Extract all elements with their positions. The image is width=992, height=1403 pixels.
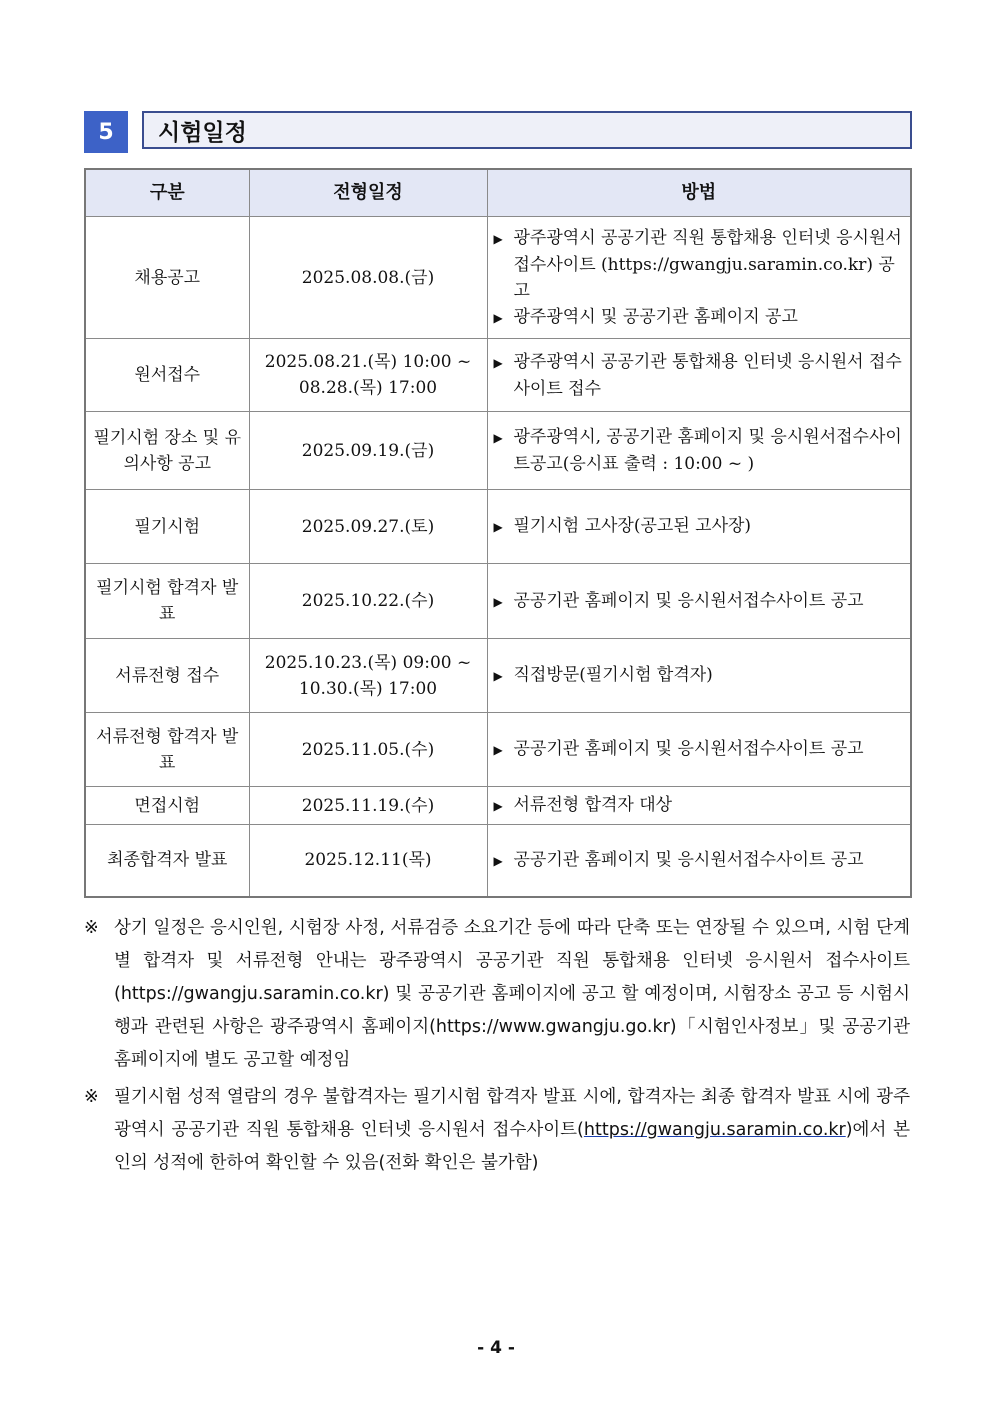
table-row: [85, 217, 911, 339]
triangle-bullet-icon: ▶: [493, 853, 503, 868]
header-method: 방법: [487, 169, 911, 217]
note-text: 상기 일정은 응시인원, 시험장 사정, 서류검증 소요기간 등에 따라 단축 또는 연장될 수 있으며, 시험 단계별 합격자 및 서류전형 안내는 광주광역시 공공기관 직원 통합채용 인터넷 응시원서 접수사이트(https://gwangju.saramin.co.kr) 및 공공기관 홈페이지에 공고 할 예정이며, 시험장소 공고 등 시험시행과 관련된 사항은 광주광역시 홈페이지(https://www.gwangju.go.kr)「시험인사정보」및 공공기관홈페이지에 별도 공고할 예정임: [114, 918, 910, 1070]
note-schedule-change: [84, 912, 910, 1077]
date-cell: 2025.08.21.(목) 10:00 ~ 08.28.(목) 17:00: [249, 339, 487, 412]
note-text: 필기시험 성적 열람의 경우 불합격자는 필기시험 합격자 발표 시에, 합격자는 최종 합격자 발표 시에 광주광역시 공공기관 직원 통합채용 인터넷 응시원서 접수사이트(: [114, 1087, 910, 1140]
method-cell: [487, 713, 911, 787]
method-cell: [487, 217, 911, 339]
note-text: )에서 본인의 성적에 한하여 확인할 수 있음(전화 확인은 불가함): [114, 1120, 911, 1173]
stage-cell: 면접시험: [85, 787, 249, 825]
triangle-bullet-icon: ▶: [493, 594, 503, 609]
method-cell: [487, 787, 911, 825]
date-cell: 2025.10.23.(목) 09:00 ~ 10.30.(목) 17:00: [249, 639, 487, 713]
method-item: ▶ 광주광역시 공공기관 직원 통합채용 인터넷 응시원서접수사이트 (https://gwangju.saramin.co.kr) 공고: [493, 227, 902, 301]
method-cell: [487, 639, 911, 713]
stage-cell: 서류전형 접수: [85, 639, 249, 713]
stage-cell: 필기시험: [85, 490, 249, 564]
table-row: [85, 639, 911, 713]
section-number: 5: [84, 111, 128, 153]
section-heading: [84, 111, 912, 153]
triangle-bullet-icon: ▶: [493, 310, 503, 325]
date-cell: 2025.10.22.(수): [249, 564, 487, 639]
header-date: 전형일정: [249, 169, 487, 217]
stage-cell: 서류전형 합격자 발표: [85, 713, 249, 787]
triangle-bullet-icon: ▶: [493, 231, 503, 246]
header-stage: 구분: [85, 169, 249, 217]
method-item: ▶ 공공기관 홈페이지 및 응시원서접수사이트 공고: [494, 588, 905, 615]
table-row: [85, 825, 911, 897]
table-row: [85, 564, 911, 639]
date-cell: 2025.11.05.(수): [249, 713, 487, 787]
method-item: ▶ 필기시험 고사장(공고된 고사장): [494, 513, 905, 540]
method-cell: [487, 564, 911, 639]
triangle-bullet-icon: ▶: [493, 799, 503, 813]
triangle-bullet-icon: ▶: [493, 431, 503, 445]
table-row: [85, 490, 911, 564]
table-row: [85, 787, 911, 825]
triangle-bullet-icon: ▶: [493, 743, 503, 757]
table-row: [85, 339, 911, 412]
date-cell: 2025.09.27.(토): [249, 490, 487, 564]
stage-cell: 채용공고: [85, 217, 249, 339]
page-number: - 4 -: [477, 1338, 515, 1358]
reference-mark-icon: ※: [84, 918, 99, 938]
method-item: ▶ 직접방문(필기시험 합격자): [494, 662, 905, 689]
table-row: [85, 412, 911, 490]
section-title: 시험일정: [142, 111, 912, 149]
method-cell: [487, 825, 911, 897]
method-cell: [487, 412, 911, 490]
triangle-bullet-icon: ▶: [493, 520, 503, 534]
note-score-inquiry: [84, 1081, 910, 1180]
method-cell: [487, 339, 911, 412]
method-item: ▶ 서류전형 합격자 대상: [494, 792, 905, 819]
stage-cell: 필기시험 합격자 발표: [85, 564, 249, 639]
method-item: ▶ 광주광역시, 공공기관 홈페이지 및 응시원서접수사이트공고(응시표 출력 : 10:00 ~ ): [493, 427, 902, 474]
method-item: ▶ 공공기관 홈페이지 및 응시원서접수사이트 공고: [494, 847, 905, 874]
stage-cell: 필기시험 장소 및 유의사항 공고: [85, 412, 249, 490]
date-cell: 2025.08.08.(금): [249, 217, 487, 339]
stage-cell: 최종합격자 발표: [85, 825, 249, 897]
stage-cell: 원서접수: [85, 339, 249, 412]
method-item: ▶ 공공기관 홈페이지 및 응시원서접수사이트 공고: [494, 736, 905, 763]
triangle-bullet-icon: ▶: [493, 669, 503, 683]
date-cell: 2025.11.19.(수): [249, 787, 487, 825]
date-cell: 2025.12.11(목): [249, 825, 487, 897]
reference-mark-icon: ※: [84, 1087, 99, 1107]
table-row: [85, 713, 911, 787]
method-item: ▶ 광주광역시 공공기관 통합채용 인터넷 응시원서 접수사이트 접수: [493, 351, 902, 399]
schedule-table: [84, 168, 912, 898]
triangle-bullet-icon: ▶: [493, 355, 503, 370]
table-header-row: [85, 169, 911, 217]
saramin-link[interactable]: https://gwangju.saramin.co.kr: [583, 1120, 846, 1140]
date-cell: 2025.09.19.(금): [249, 412, 487, 490]
notes-section: [84, 912, 910, 1184]
method-item: ▶ 광주광역시 및 공공기관 홈페이지 공고: [494, 304, 905, 331]
method-cell: [487, 490, 911, 564]
